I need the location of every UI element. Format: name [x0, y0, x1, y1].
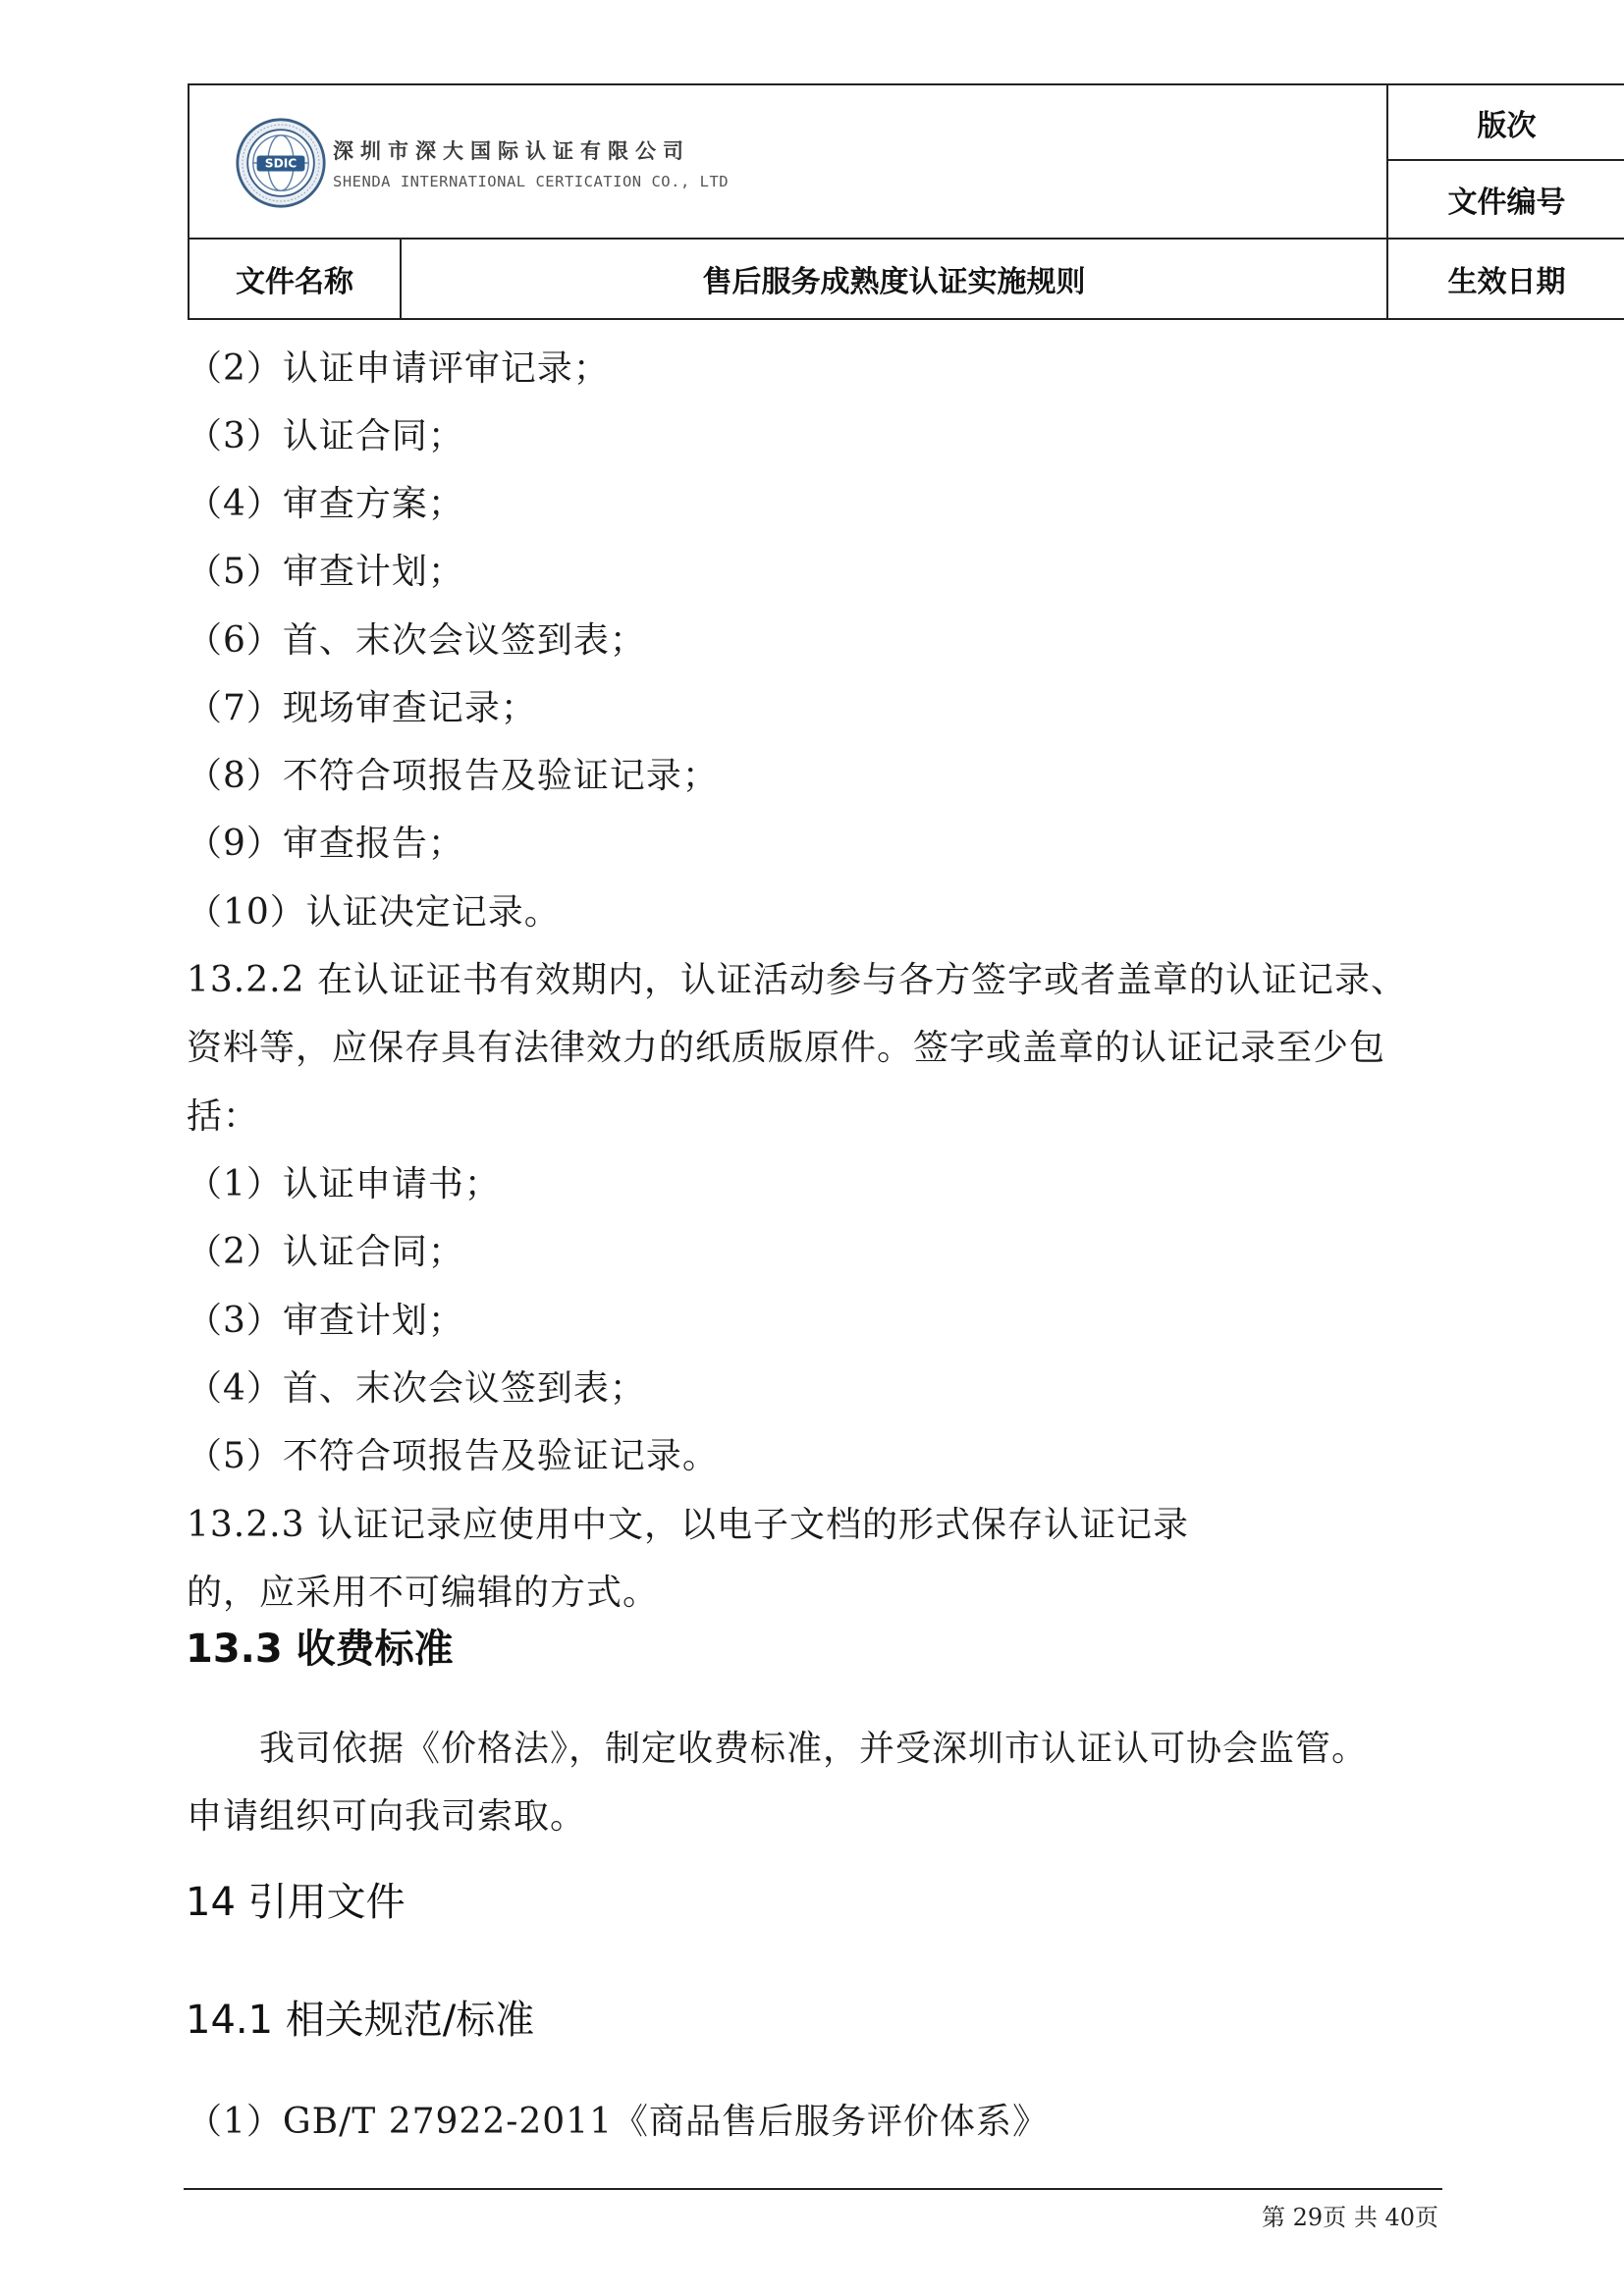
company-logo-cell [189, 84, 1387, 239]
list-item: （3）认证合同； [187, 416, 464, 456]
doc-name-label: 文件名称 [189, 239, 401, 319]
company-name-en: SHENDA INTERNATIONAL CERTICATION CO., LTD [333, 173, 730, 190]
paragraph-line: 申请组织可向我司索取。 [187, 1796, 587, 1837]
list-item: （9）审查报告； [187, 824, 464, 864]
list-item: （2）认证申请评审记录； [187, 348, 610, 389]
list-item: （5）审查计划； [187, 552, 464, 592]
footer-divider [184, 2188, 1442, 2190]
list-item: （7）现场审查记录； [187, 688, 537, 728]
company-seal-icon [235, 117, 327, 209]
document-header-table [188, 83, 1624, 320]
company-name-cn: 深圳市深大国际认证有限公司 [333, 139, 690, 163]
svg-text:SDIC: SDIC [264, 156, 298, 171]
clause-13-2-2-line: 13.2.2 在认证证书有效期内，认证活动参与各方签字或者盖章的认证记录、 [187, 960, 1407, 1000]
effective-date-label: 生效日期 [1387, 239, 1624, 319]
edition-label: 版次 [1387, 84, 1624, 160]
list-item: （8）不符合项报告及验证记录； [187, 756, 719, 796]
list-item: （5）不符合项报告及验证记录。 [187, 1436, 719, 1476]
list-item: （2）认证合同； [187, 1232, 464, 1272]
clause-13-2-2-line: 资料等，应保存具有法律效力的纸质版原件。签字或盖章的认证记录至少包 [187, 1028, 1386, 1068]
reference-item: （1）GB/T 27922-2011《商品售后服务评价体系》 [187, 2102, 1050, 2142]
list-item: （4）首、末次会议签到表； [187, 1368, 646, 1409]
section-heading-13-3: 13.3 收费标准 [186, 1627, 454, 1672]
doc-number-label: 文件编号 [1387, 160, 1624, 239]
list-item: （6）首、末次会议签到表； [187, 620, 646, 661]
list-item: （3）审查计划； [187, 1301, 464, 1341]
company-logo [235, 117, 729, 209]
paragraph-line: 我司依据《价格法》，制定收费标准，并受深圳市认证认可协会监管。 [259, 1729, 1369, 1769]
section-heading-14-1: 14.1 相关规范/标准 [186, 1998, 535, 2043]
list-item: （1）认证申请书； [187, 1164, 501, 1204]
list-item: （4）审查方案； [187, 484, 464, 524]
page-number: 第 29页 共 40页 [1262, 2204, 1438, 2231]
clause-13-2-3-line: 13.2.3 认证记录应使用中文，以电子文档的形式保存认证记录 [187, 1505, 1189, 1545]
section-heading-14: 14 引用文件 [186, 1880, 406, 1925]
doc-name-value: 售后服务成熟度认证实施规则 [401, 239, 1387, 319]
list-item: （10）认证决定记录。 [187, 892, 561, 933]
clause-13-2-2-line: 括： [187, 1096, 260, 1137]
clause-13-2-3-line: 的，应采用不可编辑的方式。 [187, 1573, 660, 1613]
